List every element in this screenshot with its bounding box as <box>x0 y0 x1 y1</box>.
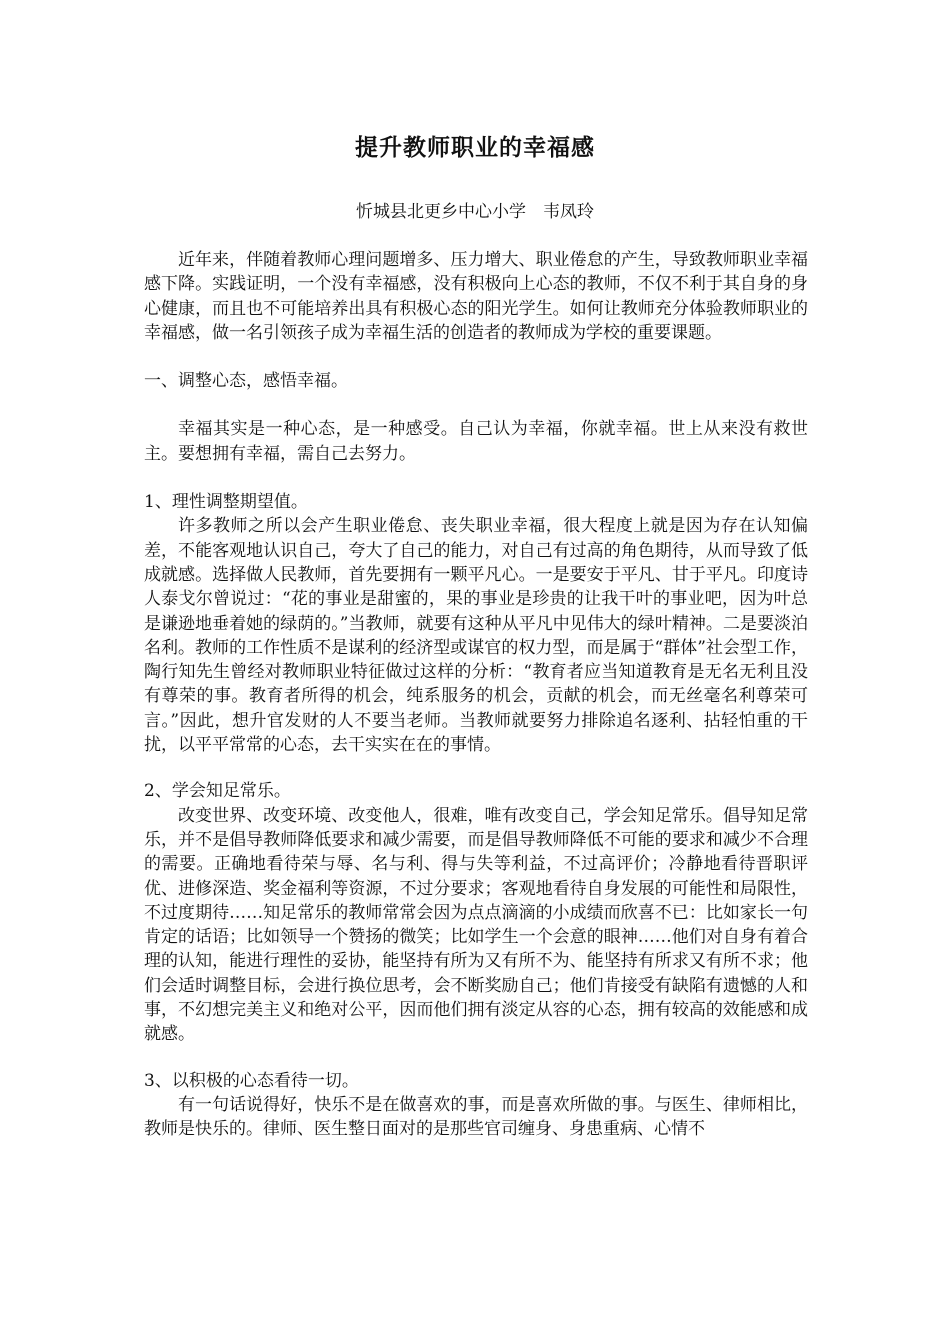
subsection-heading: 2、学会知足常乐。 <box>144 781 291 802</box>
subsection-paragraph: 改变世界、改变环境、改变他人，很难，唯有改变自己，学会知足常乐。倡导知足常乐，并不是倡导教师降低要求和减少需要，而是倡导教师降低不可能的要求和减少不合理的需要。正确地看待荣与辱、名与利、得与失等利益，不过高评价；冷静地看待晋职评优、进修深造、奖金福利等资源，不过分要求；客观地看待自身发展的可能性和局限性，不过度期待……知足常乐的教师常常会因为点点滴滴的小成绩而欣喜不已：比如家长一句肯定的话语；比如领导一个赞扬的微笑；比如学生一个会意的眼神……他们对自身有着合理的认知，能进行理性的妥协，能坚持有所为又有所不为、能坚持有所求又有所不求；他们会适时调整目标，会进行换位思考，会不断奖励自己；他们肯接受有缺陷有遗憾的人和事，不幻想完美主义和绝对公平，因而他们拥有淡定从容的心态，拥有较高的效能感和成就感。 <box>144 805 808 1045</box>
section-heading: 一、调整心态，感悟幸福。 <box>144 371 348 392</box>
author-byline: 忻城县北更乡中心小学 韦凤玲 <box>356 202 594 222</box>
subsection-heading: 1、理性调整期望值。 <box>144 492 308 513</box>
subsection-heading: 3、以积极的心态看待一切。 <box>144 1070 359 1091</box>
subsection-paragraph: 许多教师之所以会产生职业倦怠、丧失职业幸福，很大程度上就是因为存在认知偏差，不能客观地认识自己，夸大了自己的能力，对自己有过高的角色期待，从而导致了低成就感。选择做人民教师，首先要拥有一颗平凡心。一是要安于平凡、甘于平凡。印度诗人泰戈尔曾说过：“花的事业是甜蜜的，果的事业是珍贵的让我干叶的事业吧，因为叶总是谦逊地垂着她的绿荫的。”当教师，就要有这种从平凡中见伟大的绿叶精神。二是要淡泊名利。教师的工作性质不是谋利的经济型或谋官的权力型，而是属于“群体”社会型工作，陶行知先生曾经对教师职业特征做过这样的分析：“教育者应当知道教育是无名无利且没有尊荣的事。教育者所得的机会，纯系服务的机会，贡献的机会，而无丝毫名利尊荣可言。”因此，想升官发财的人不要当老师。当教师就要努力排除追名逐利、拈轻怕重的干扰，以平平常常的心态，去干实实在在的事情。 <box>144 516 808 756</box>
section-paragraph: 幸福其实是一种心态，是一种感受。自己认为幸福，你就幸福。世上从来没有救世主。要想拥有幸福，需自己去努力。 <box>144 419 808 464</box>
intro-paragraph: 近年来，伴随着教师心理问题增多、压力增大、职业倦怠的产生，导致教师职业幸福感下降。实践证明，一个没有幸福感，没有积极向上心态的教师，不仅不利于其自身的身心健康，而且也不可能培养出具有积极心态的阳光学生。如何让教师充分体验教师职业的幸福感，做一名引领孩子成为幸福生活的创造者的教师成为学校的重要课题。 <box>144 250 808 343</box>
document-body <box>144 248 808 1142</box>
subsection-paragraph: 有一句话说得好，快乐不是在做喜欢的事，而是喜欢所做的事。与医生、律师相比，教师是快乐的。律师、医生整日面对的是那些官司缠身、身患重病、心情不 <box>144 1094 808 1140</box>
document-title: 提升教师职业的幸福感 <box>355 134 595 161</box>
